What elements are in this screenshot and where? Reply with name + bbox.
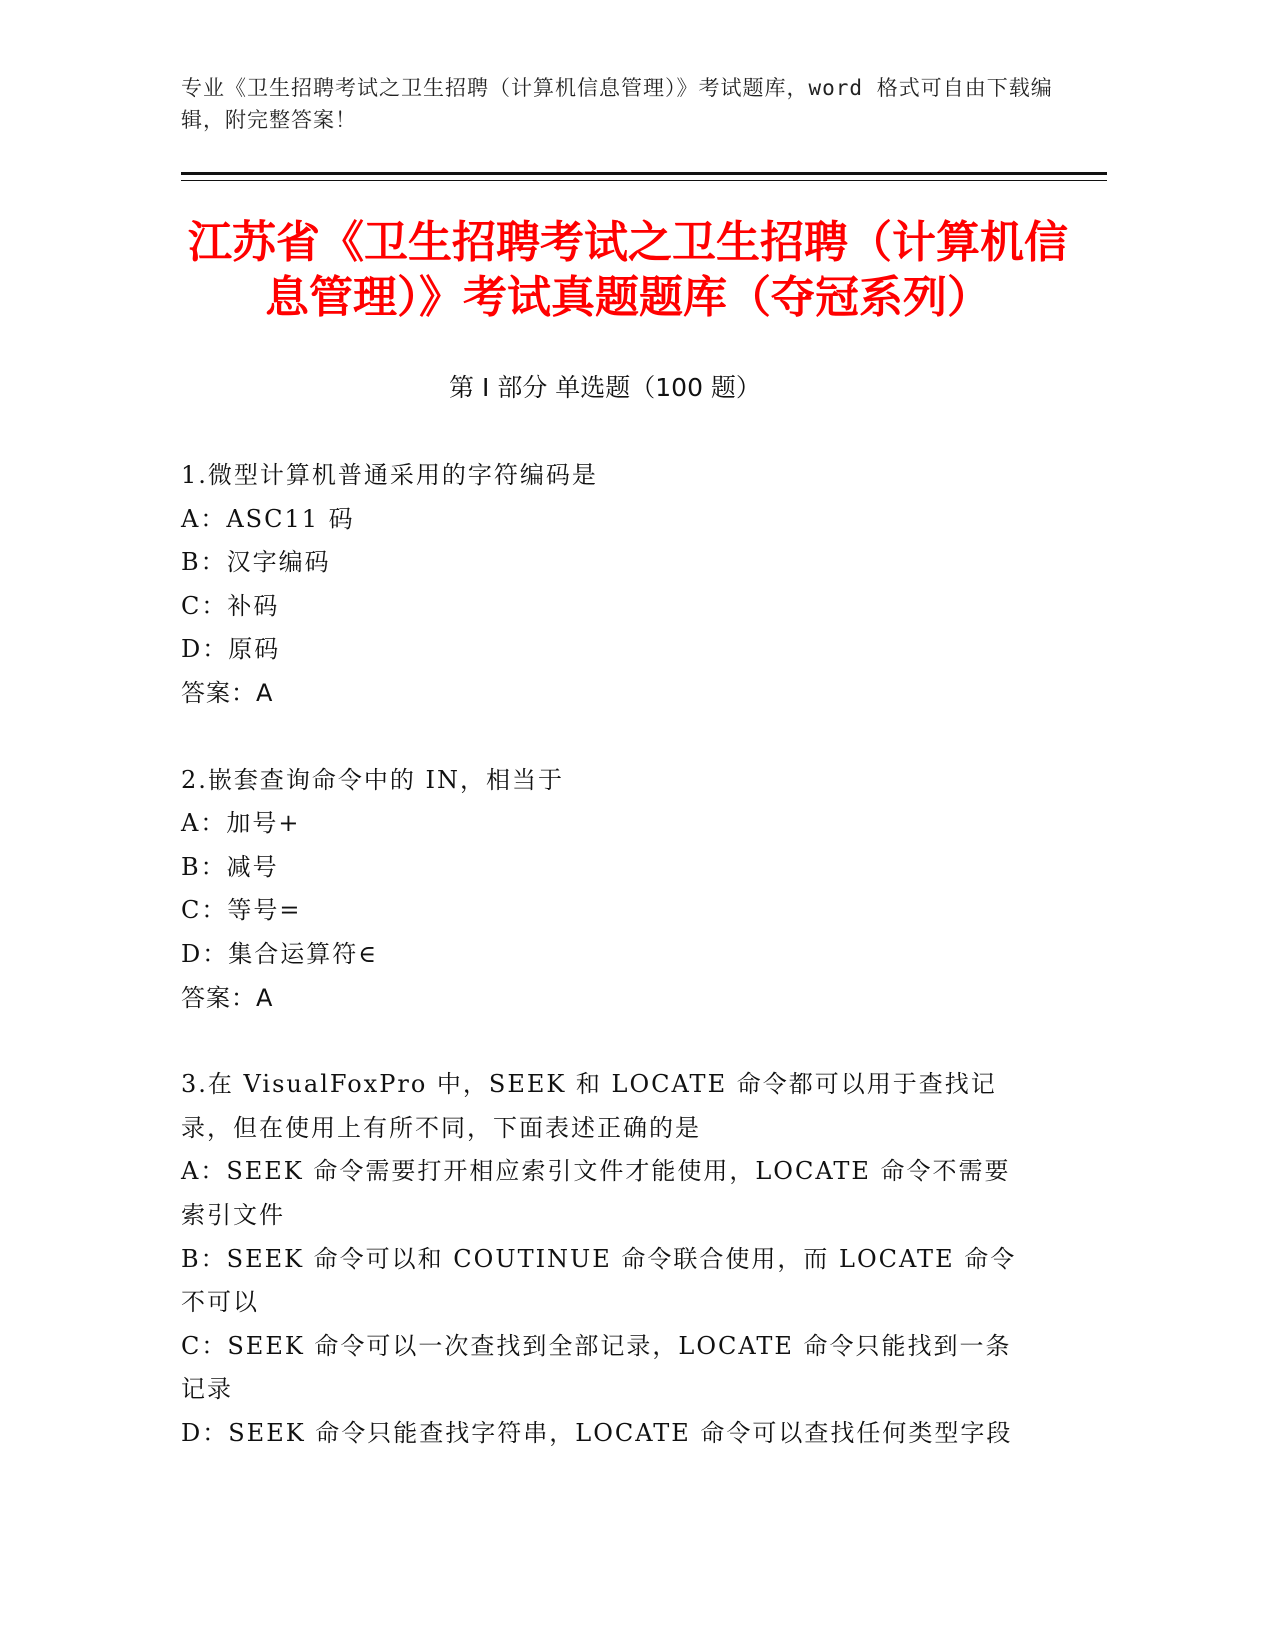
question-stem: 2.嵌套查询命令中的 IN，相当于 xyxy=(181,765,565,794)
answer: 答案：A xyxy=(181,678,274,707)
answer: 答案：A xyxy=(181,983,274,1012)
question-2 xyxy=(181,759,1031,1021)
option-c: C：SEEK 命令可以一次查找到全部记录，LOCATE 命令只能找到一条记录 xyxy=(181,1331,1012,1404)
option-c: C：补码 xyxy=(181,591,280,620)
question-stem: 3.在 VisualFoxPro 中，SEEK 和 LOCATE 命令都可以用于查找记录，但在使用上有所不同，下面表述正确的是 xyxy=(181,1070,997,1142)
option-b: B：减号 xyxy=(181,852,279,881)
option-c: C：等号= xyxy=(181,896,302,925)
question-stem: 1.微型计算机普通采用的字符编码是 xyxy=(181,461,598,489)
option-b: B：SEEK 命令可以和 COUTINUE 命令联合使用，而 LOCATE 命令不可以 xyxy=(181,1244,1017,1317)
header-divider-thick xyxy=(181,172,1107,175)
question-1 xyxy=(181,454,1031,716)
option-b: B：汉字编码 xyxy=(181,548,331,577)
question-3 xyxy=(181,1063,1031,1455)
header-divider-thin xyxy=(181,180,1107,181)
option-d: D：SEEK 命令只能查找字符串，LOCATE 命令可以查找任何类型字段 xyxy=(181,1418,1013,1447)
option-d: D：原码 xyxy=(181,635,281,664)
option-a: A：加号+ xyxy=(181,809,301,838)
option-a: A：ASC11 码 xyxy=(181,504,355,533)
option-a: A：SEEK 命令需要打开相应索引文件才能使用，LOCATE 命令不需要索引文件 xyxy=(181,1157,1011,1229)
document-title: 江苏省《卫生招聘考试之卫生招聘（计算机信息管理）》考试真题题库（夺冠系列） xyxy=(188,217,1068,323)
question-list xyxy=(181,454,1031,1498)
option-d: D：集合运算符∈ xyxy=(181,939,379,968)
section-title: 第 I 部分 单选题（100 题） xyxy=(449,373,761,402)
header-note: 专业《卫生招聘考试之卫生招聘（计算机信息管理）》考试题库，word 格式可自由下载编辑，附完整答案！ xyxy=(181,76,1053,132)
